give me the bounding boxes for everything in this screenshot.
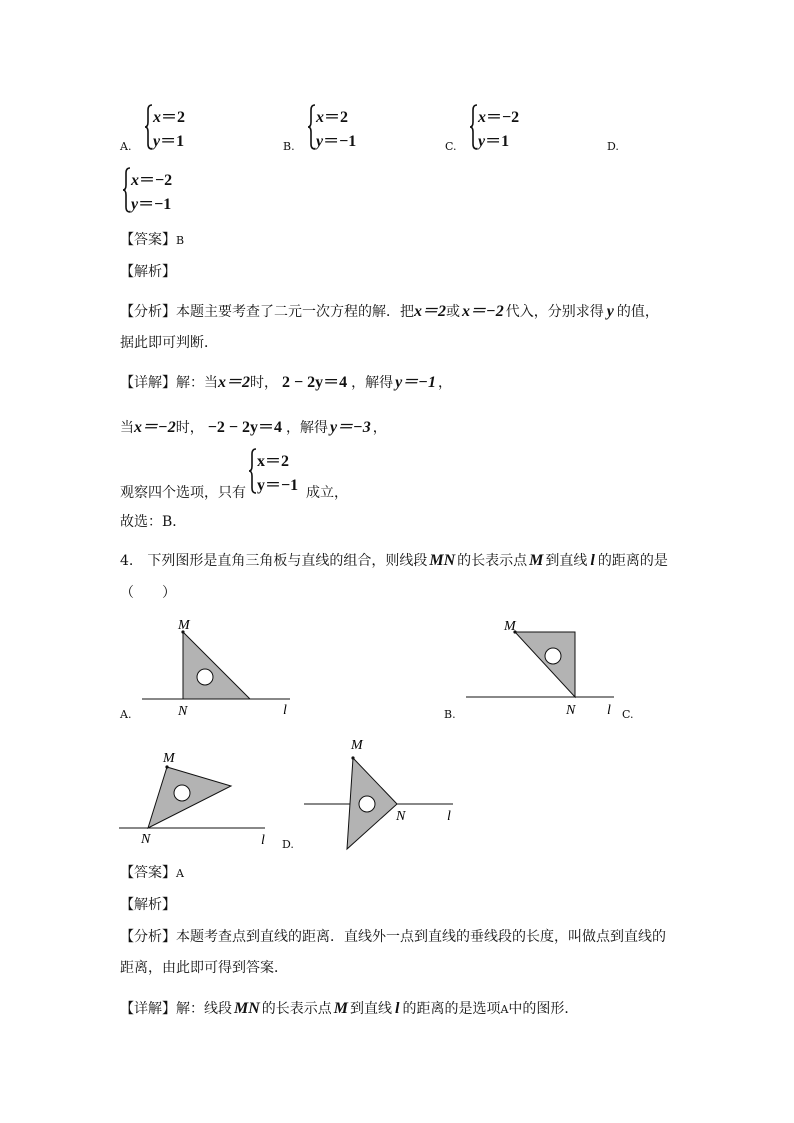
ruler-hole [359, 796, 375, 812]
detail-option: A [500, 1003, 509, 1016]
fig-option-d: D. [282, 838, 294, 851]
math-x-eq-2: x＝2 [414, 303, 447, 320]
ruler-hole [197, 669, 213, 685]
stem-text: 的长表示点 [457, 553, 528, 569]
fenxi-text-2: 代入，分别求得 [505, 304, 604, 320]
label-n: N [396, 809, 406, 824]
stem-text: 到直线 [545, 553, 588, 569]
brace-icon [308, 104, 316, 150]
q3-detail-line-2 [120, 414, 387, 437]
detail-text: ， [372, 420, 387, 436]
label-m: M [504, 619, 516, 634]
ruler-hole [174, 785, 190, 801]
fenxi-tag: 【分析】 [120, 929, 176, 945]
triangle-ruler [183, 632, 250, 699]
answer-value: A [176, 867, 184, 880]
q3-answer-line [120, 229, 184, 249]
detail-text: 中的图形． [508, 1001, 579, 1017]
option-a-x-value: 2 [177, 109, 186, 126]
math-solution: y＝−1 [395, 374, 436, 391]
answer-value: B [176, 234, 185, 247]
detail-text: 解：当 [176, 375, 218, 391]
label-n: N [141, 832, 151, 847]
figure-d [298, 732, 468, 854]
detail-tag: 【详解】 [120, 375, 176, 391]
option-d-y-value: −1 [154, 196, 172, 213]
math-l: l [395, 1000, 400, 1017]
answer-tag: 【答案】 [120, 865, 176, 881]
fig-option-a: A. [120, 708, 132, 721]
ruler-hole [545, 648, 561, 664]
option-c-y-value: 1 [501, 133, 510, 150]
figure-c [115, 742, 285, 852]
q3-analysis-tag: 【解析】 [120, 264, 176, 280]
q4-analysis-tag: 【解析】 [120, 897, 176, 913]
math-m: M [529, 552, 544, 569]
math-solution: y＝−3 [329, 419, 371, 436]
detail-tag: 【详解】 [120, 1001, 176, 1017]
brace-icon [123, 167, 131, 213]
detail-text: 当 [120, 420, 134, 436]
detail-text: ，解得 [285, 420, 328, 436]
math-equation: 2 − 2y＝4 [282, 374, 348, 391]
label-l: l [283, 703, 287, 718]
q4-fenxi-line-2: 距离，由此即可得到答案． [120, 960, 288, 976]
q3-conclusion: 故选：B． [120, 514, 187, 530]
question-number: 4. [120, 553, 134, 569]
label-l: l [447, 809, 451, 824]
label-l: l [261, 833, 265, 848]
q3-fenxi-line-1 [120, 298, 659, 321]
math-x-eq-neg2: x＝−2 [462, 303, 504, 320]
math-equation: −2 − 2y＝4 [207, 419, 282, 436]
figure-b [460, 612, 630, 722]
detail-text: 时， [250, 375, 279, 391]
label-n: N [178, 704, 188, 719]
answer-tag: 【答案】 [120, 232, 176, 248]
q4-detail-line [120, 998, 578, 1018]
option-a-y-value: 1 [176, 133, 185, 150]
system-row-x: x＝2 [257, 453, 290, 470]
fenxi-tag: 【分析】 [120, 304, 176, 320]
q3-detail-line-1 [120, 369, 452, 392]
option-b-x-value: 2 [340, 109, 349, 126]
triangle-ruler [515, 632, 575, 697]
option-c-x-value: −2 [502, 109, 520, 126]
option-b-label: B. [283, 140, 295, 153]
detail-text: 时， [175, 420, 204, 436]
brace-icon [470, 104, 478, 150]
detail-text: ， [437, 375, 452, 391]
fig-option-b: B. [444, 708, 456, 721]
option-a-label: A. [120, 140, 132, 153]
fenxi-or: 或 [446, 304, 461, 320]
math-x-eq-2: x＝2 [218, 374, 251, 391]
label-l: l [607, 703, 611, 718]
math-m: M [333, 1000, 349, 1017]
brace-icon [145, 104, 153, 150]
math-y: y [606, 303, 614, 320]
q4-fenxi-line-1 [120, 926, 666, 946]
detail-text: 到直线 [350, 1001, 393, 1017]
q4-stem-paren: （ ） [120, 585, 176, 601]
q4-answer-line [120, 862, 184, 882]
detail-text: 的长表示点 [261, 1001, 332, 1017]
math-mn: MN [429, 552, 456, 569]
option-d-label: D. [607, 140, 619, 153]
fenxi-text-3: 的值， [616, 304, 659, 320]
label-m: M [178, 618, 190, 633]
stem-text: 下列图形是直角三角板与直线的组合，则线段 [147, 553, 428, 569]
system-row-y: y＝−1 [257, 477, 299, 494]
detail-text: 解：线段 [176, 1001, 232, 1017]
option-c-label: C. [445, 140, 457, 153]
figure-a [135, 612, 305, 722]
q3-detail-line-3-text: 观察四个选项，只有 [120, 485, 246, 501]
fig-option-c: C. [622, 708, 634, 721]
detail-text: ，解得 [351, 375, 394, 391]
q4-stem-line-1 [120, 550, 668, 570]
q3-fenxi-line-2: 据此即可判断． [120, 335, 218, 351]
option-b-y-value: −1 [339, 133, 357, 150]
label-m: M [163, 751, 175, 766]
label-m: M [351, 738, 363, 753]
triangle-ruler [148, 767, 231, 828]
label-n: N [566, 703, 576, 718]
math-x-eq-neg2: x＝−2 [134, 419, 176, 436]
detail-text: 的距离的是选项 [402, 1001, 501, 1017]
brace-icon [249, 448, 257, 494]
fenxi-text: 本题考查点到直线的距离．直线外一点到直线的垂线段的长度，叫做点到直线的 [176, 929, 666, 945]
q3-detail-line-3-end: 成立， [306, 485, 348, 501]
stem-text: 的距离的是 [597, 553, 668, 569]
math-mn: MN [234, 1000, 260, 1017]
math-l: l [590, 552, 595, 569]
option-d-x-value: −2 [155, 172, 173, 189]
fenxi-text: 本题主要考查了二元一次方程的解．把 [176, 304, 414, 320]
